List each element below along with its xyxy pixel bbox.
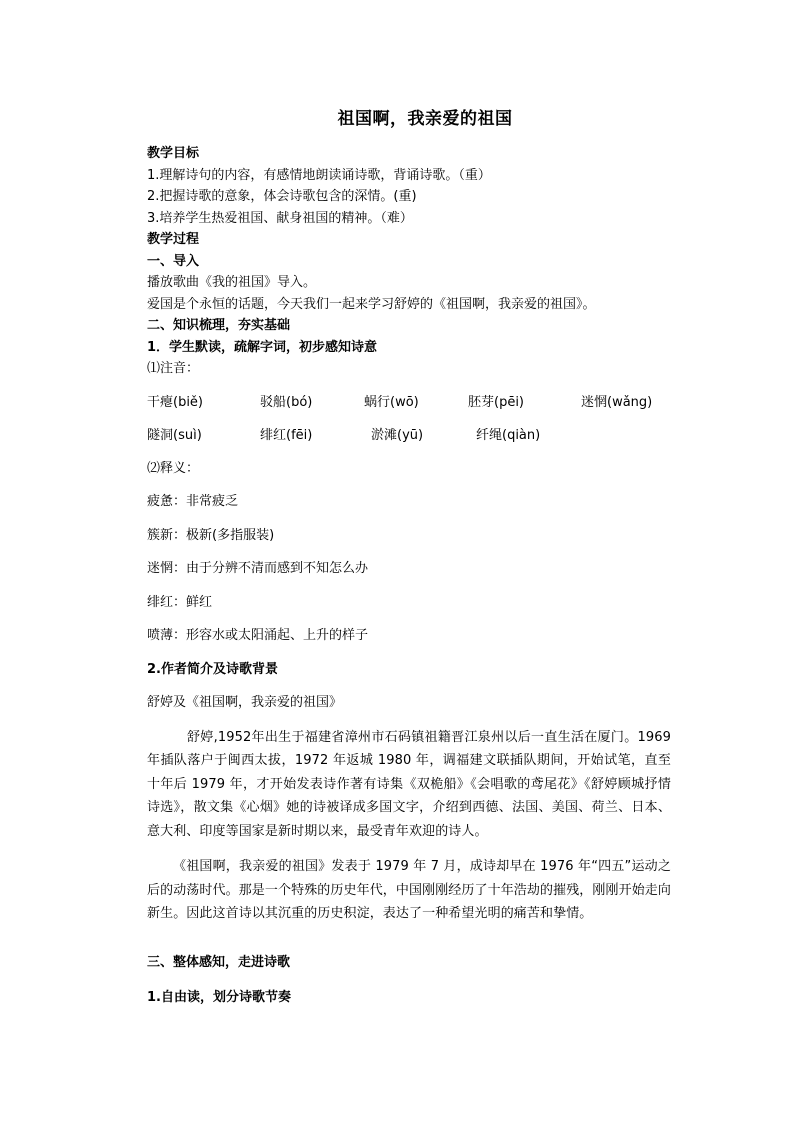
pinyin-item: 纤绳(qiàn) <box>476 427 541 443</box>
pinyin-item: 淤滩(yū) <box>371 427 424 443</box>
section-2-heading: 二、知识梳理，夯实基础 <box>147 318 291 333</box>
definition-item: 迷惘：由于分辨不清而感到不知怎么办 <box>147 561 369 576</box>
definition-item: 簇新：极新(多指服装) <box>147 527 275 543</box>
objective-item-2: 2.把握诗歌的意象，体会诗歌包含的深情。(重) <box>147 189 417 204</box>
section-1-heading: 一、导入 <box>147 253 200 269</box>
section-1-line-2: 爱国是个永恒的话题，今天我们一起来学习舒婷的《祖国啊，我亲爱的祖国》。 <box>147 296 596 312</box>
pinyin-item: 蜗行(wō) <box>364 394 419 410</box>
pinyin-item: 胚芽(pēi) <box>468 394 525 410</box>
definition-item: 绯红：鲜红 <box>147 594 213 610</box>
section-2-sub-2: 2.作者简介及诗歌背景 <box>147 661 278 677</box>
background-paragraph: 《祖国啊，我亲爱的祖国》发表于 1979 年 7 月，成诗却早在 1976 年“四五”运动之后的动荡时代。那是一个特殊的历史年代，中国刚刚经历了十年浩劫的摧残，刚刚开始走向新生。因此这首诗以其沉重的历史积淀，表达了一种希望光明的痛苦和挚情。 <box>147 859 672 921</box>
objective-item-3: 3.培养学生热爱祖国、献身祖国的精神。（难） <box>147 210 413 226</box>
pinyin-item: 驳船(bó) <box>260 394 313 410</box>
section-3-heading: 三、整体感知，走进诗歌 <box>147 954 291 970</box>
page-title: 祖国啊，我亲爱的祖国 <box>337 109 513 129</box>
section-1-line-1: 播放歌曲《我的祖国》导入。 <box>147 275 317 290</box>
pinyin-item: 干瘪(biě) <box>147 394 204 410</box>
shiyi-label: ⑵释义： <box>147 460 200 476</box>
pinyin-item: 迷惘(wǎng) <box>581 394 653 410</box>
pinyin-item: 绯红(fēi) <box>260 427 313 443</box>
section-3-sub-1: 1.自由读，划分诗歌节奏 <box>147 990 291 1005</box>
author-paragraph: 舒婷,1952年出生于福建省漳州市石码镇祖籍晋江泉州以后一直生活在厦门。1969年插队落户于闽西太拔，1972 年返城 1980 年，调福建文联插队期间，开始试笔，直至十年后 1979 年，才开始发表诗作著有诗集《双桅船》《会唱歌的鸢尾花》《舒婷顾城抒情诗选》，散文集《心烟》她的诗被译成多国文字，介绍到西德、法国、美国、荷兰、日本、意大利、印度等国家是新时期以来，最受青年欢迎的诗人。 <box>147 729 671 839</box>
objective-item-1: 1.理解诗句的内容，有感情地朗读诵诗歌，背诵诗歌。（重） <box>147 167 491 183</box>
process-heading: 教学过程 <box>147 232 200 247</box>
document-body <box>147 104 671 1009</box>
definition-item: 喷薄：形容水或太阳涌起、上升的样子 <box>147 628 369 643</box>
pinyin-row-1 <box>147 392 671 413</box>
objectives-heading: 教学目标 <box>147 146 200 161</box>
definition-item: 疲惫：非常疲乏 <box>147 494 239 509</box>
pinyin-item: 隧洞(suì) <box>147 427 202 443</box>
zhuyin-label: ⑴注音： <box>147 361 200 376</box>
section-2-sub-1: 1．学生默读，疏解字词，初步感知诗意 <box>147 339 378 355</box>
author-title: 舒婷及《祖国啊，我亲爱的祖国》 <box>147 695 343 710</box>
pinyin-row-2 <box>147 425 671 446</box>
